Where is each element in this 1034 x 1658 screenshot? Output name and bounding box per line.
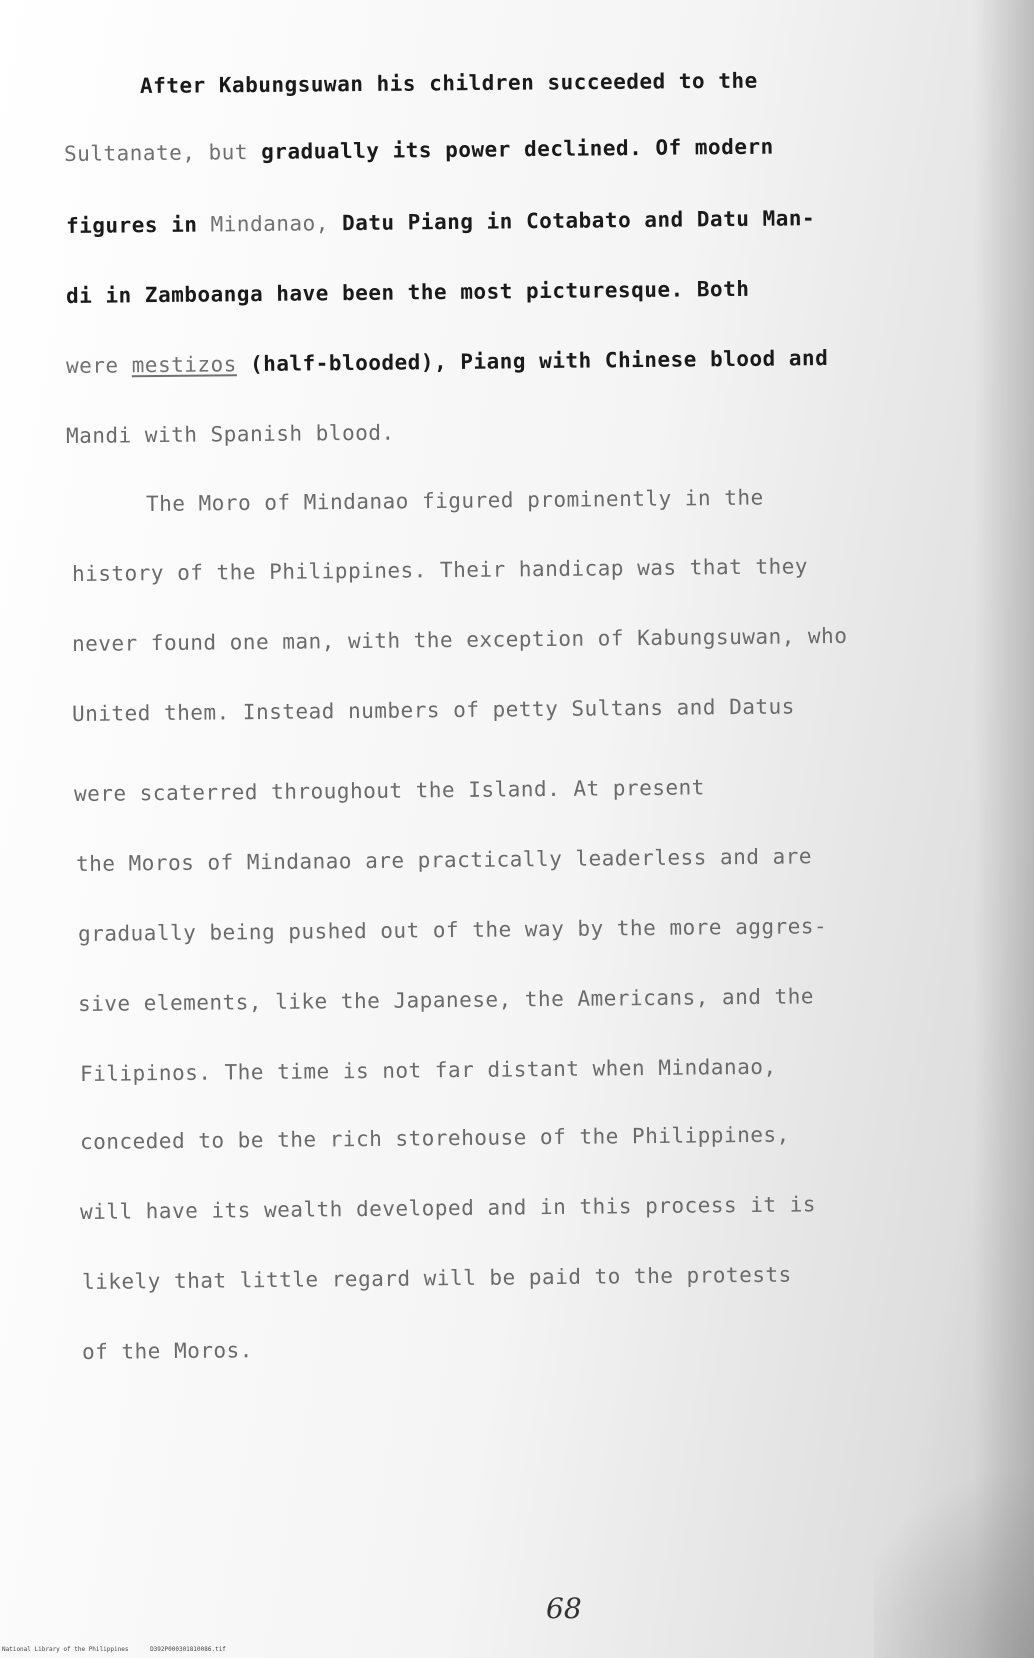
text-segment: (half-blooded), Piang with Chinese blood and: [236, 346, 829, 377]
text-line: Mandi with Spanish blood.: [65, 420, 395, 448]
text-segment: Sultanate, but: [63, 139, 262, 166]
text-line: sive elements, like the Japanese, the Americans, and the: [77, 984, 815, 1016]
text-line: [66, 206, 815, 238]
text-line: gradually being pushed out of the way by the more aggres-: [77, 914, 828, 946]
file-id: D392P000301810086.tif: [150, 1646, 226, 1653]
text-line: United them. Instead numbers of petty Sultans and Datus: [71, 694, 795, 726]
page-number: 68: [546, 1592, 582, 1625]
text-line: conceded to be the rich storehouse of the Philippines,: [79, 1122, 790, 1154]
text-line: history of the Philippines. Their handicap was that they: [71, 554, 809, 586]
text-line: The Moro of Mindanao figured prominently in the: [145, 485, 764, 516]
text-line: of the Moros.: [81, 1338, 253, 1364]
library-credit: National Library of the Philippines: [2, 1646, 129, 1653]
text-line: never found one man, with the exception of Kabungsuwan, who: [71, 623, 848, 656]
text-line: After Kabungsuwan his children succeeded to the: [139, 68, 758, 98]
text-segment: Mindanao,: [210, 211, 329, 237]
text-line: Filipinos. The time is not far distant when Mindanao,: [79, 1054, 777, 1086]
text-line: will have its wealth developed and in this process it is: [79, 1192, 817, 1224]
text-line: likely that little regard will be paid to the protests: [81, 1262, 792, 1294]
text-line: [64, 135, 774, 166]
text-segment: Datu Piang in Cotabato and Datu Man-: [328, 206, 816, 236]
text-segment: gradually its power declined. Of modern: [261, 134, 774, 164]
scan-footer: [2, 1646, 244, 1653]
text-line: [66, 346, 829, 378]
scan-shadow: [874, 1438, 1034, 1658]
underlined-term: mestizos: [131, 352, 237, 378]
text-line: the Moros of Mindanao are practically leaderless and are: [75, 844, 813, 876]
text-segment: were: [65, 353, 132, 378]
text-segment: figures in: [65, 212, 211, 238]
text-line: di in Zamboanga have been the most picturesque. Both: [65, 276, 750, 308]
text-line: were scaterred throughout the Island. At present: [73, 775, 705, 806]
